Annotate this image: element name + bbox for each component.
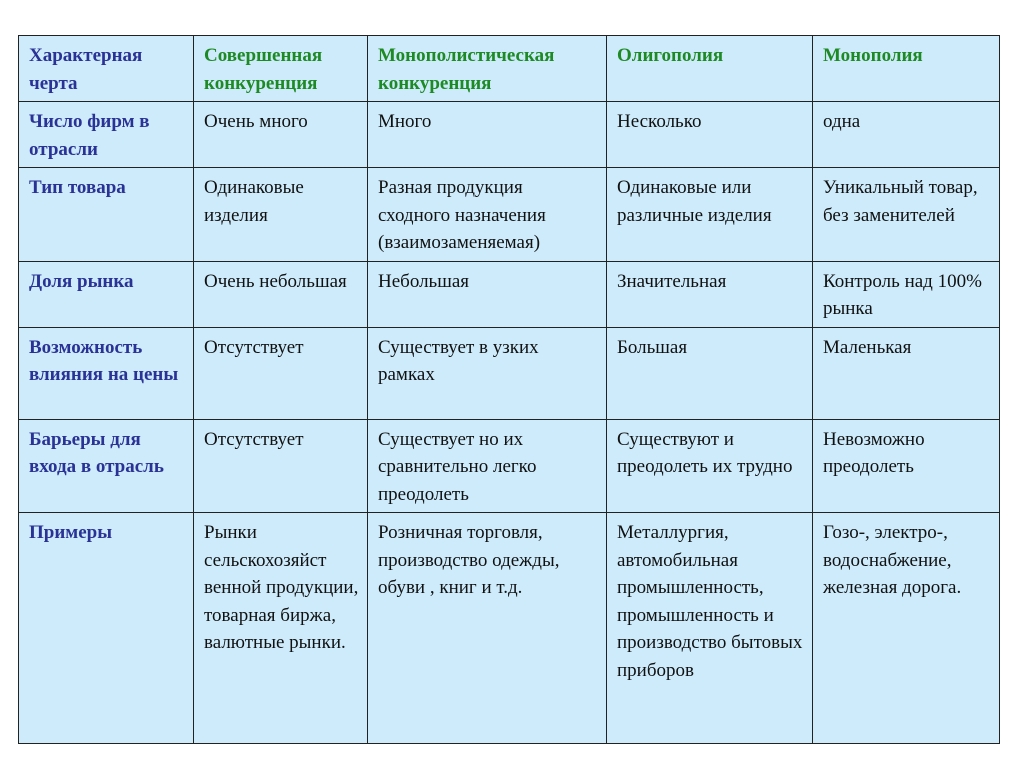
column-header: Характерная черта [19, 36, 194, 102]
column-header: Совершенная конкуренция [194, 36, 368, 102]
table-cell: Гозо-, электро-, водоснабжение, железная дорога. [813, 513, 1000, 744]
table-cell: Металлургия, автомобильная промышленность, промышленность и производство бытовых приборов [607, 513, 813, 744]
table-cell: Разная продукция сходного назначения (взаимозаменяемая) [368, 168, 607, 262]
table-cell: Невозможно преодолеть [813, 419, 1000, 513]
table-cell: Очень много [194, 102, 368, 168]
table-cell: Отсутствует [194, 327, 368, 419]
row-header: Возможность влияния на цены [19, 327, 194, 419]
table-cell: Существуют и преодолеть их трудно [607, 419, 813, 513]
table-cell: Несколько [607, 102, 813, 168]
table-cell: одна [813, 102, 1000, 168]
table-cell: Небольшая [368, 261, 607, 327]
table-cell: Одинаковые или различные изделия [607, 168, 813, 262]
table-row [19, 327, 1000, 419]
column-header: Монополистическая конкуренция [368, 36, 607, 102]
table-cell: Розничная торговля, производство одежды, обуви , книг и т.д. [368, 513, 607, 744]
table-cell: Маленькая [813, 327, 1000, 419]
table-cell: Значительная [607, 261, 813, 327]
table-cell: Контроль над 100% рынка [813, 261, 1000, 327]
table-row [19, 102, 1000, 168]
table-cell: Большая [607, 327, 813, 419]
column-header: Монополия [813, 36, 1000, 102]
table-row [19, 261, 1000, 327]
table-cell: Уникальный товар, без заменителей [813, 168, 1000, 262]
header-row [19, 36, 1000, 102]
column-header: Олигополия [607, 36, 813, 102]
market-structures-table [18, 35, 1000, 744]
row-header: Тип товара [19, 168, 194, 262]
table-row [19, 168, 1000, 262]
table-cell: Одинаковые изделия [194, 168, 368, 262]
table-cell: Существует но их сравнительно легко преодолеть [368, 419, 607, 513]
row-header: Примеры [19, 513, 194, 744]
row-header: Барьеры для входа в отрасль [19, 419, 194, 513]
table-cell: Рынки сельскохозяйст венной продукции, товарная биржа, валютные рынки. [194, 513, 368, 744]
row-header: Доля рынка [19, 261, 194, 327]
table-cell: Много [368, 102, 607, 168]
table-cell: Очень небольшая [194, 261, 368, 327]
table-cell: Отсутствует [194, 419, 368, 513]
table-row [19, 513, 1000, 744]
row-header: Число фирм в отрасли [19, 102, 194, 168]
table-cell: Существует в узких рамках [368, 327, 607, 419]
table-row [19, 419, 1000, 513]
